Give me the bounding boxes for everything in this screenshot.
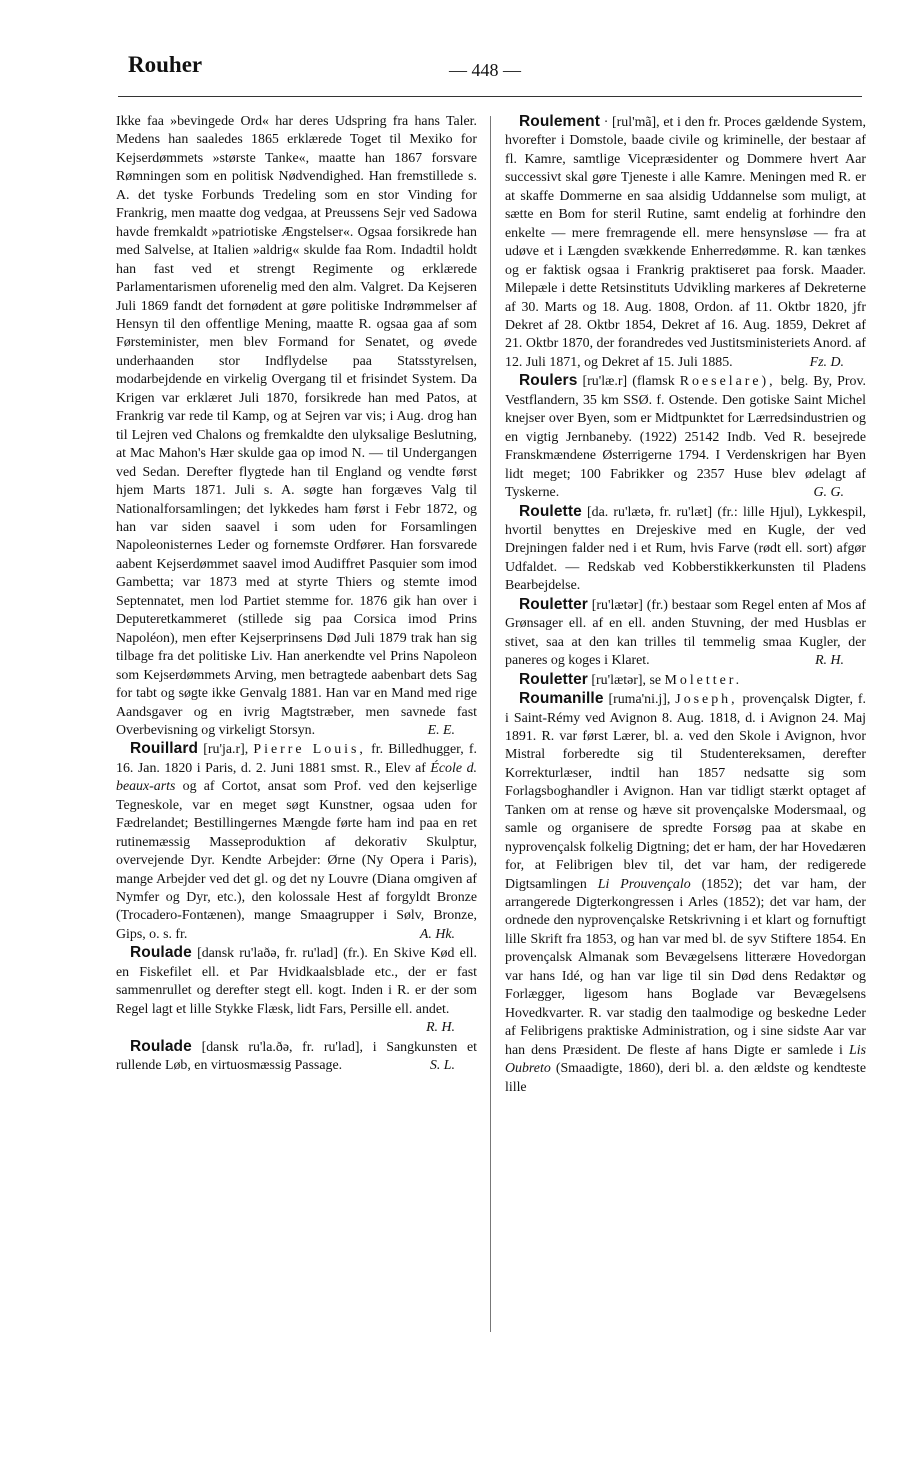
signature: A. Hk. bbox=[419, 926, 455, 942]
headword: Roulement bbox=[519, 113, 600, 130]
person-name: Joseph, bbox=[675, 692, 738, 708]
right-column bbox=[505, 113, 866, 1097]
continuation-text: Ikke faa »bevingede Ord« har deres Udspring fra hans Taler. Medens han saaledes 1865 erklærede Toget til Mexiko for Kejserdømmets »største Tanke«, maatte han 1867 forsvare Rømningen som en politisk Nødvendighed. Han fremstillede s. A. det tyske Forbunds Tredeling som en stor Vinding for Frankrig, men maatte dog vedgaa, at Preussens Sejr ved Sadowa havde fremkaldt »patriotiske Ængstelser«. Ogsaa forsikrede han med Salvelse, at Italien »aldrig« skulde faa Rom. Indadtil holdt han fast ved et strengt Regimente og erklærede Parlamentarismen uforenelig med den alm. Valgret. Da Kejseren Juli 1869 fandt det fornødent at gøre politiske Indrømmelser af Hensyn til den offentlige Mening, maatte R. ogsaa gaa af som Førsteminister, men blev Formand for Senatet, og øvede underhaanden stor Indflydelse paa Statsstyrelsen, modarbejdende en virkelig Overgang til et frisindet System. Da Krigen var erklæret Juli 1870, forsikrede han med Patos, at Frankrig var rede til Kamp, og at Sejren var vis; i Aug. drog han til Lejren ved Chalons og fremkaldte den ulyksalige Beslutning, at Mac Mahon's Hær skulde gaa op imod N. — til Undergangen ved Sedan. Derefter flygtede han til England og vendte først hjem Marts 1871. Juli s. A. søgte han forgæves Valg til Nationalforsamlingen; det lykkedes ham først i Febr 1872, og han var siden saavel i som uden for Forsamlingen Napoleonisternes Leder og fornemste Ordfører. Han forsvarede aabent Kejserdømmet saavel imod Audiffret Pasquier som imod Gambetta; var 1873 med at styrte Thiers og stemte imod Septennatet, men lod Partiet stemme for. 1876 gik han over i Deputeretkammeret (stillede sig paa Corsica imod Prins Napoléon), men efter Kejserprinsens Død Juli 1879 trak han sig tilbage fra det politiske Liv. Han anerkendte vel Prins Napoleon som Kejserdømmets Arving, men betragtede aabenbart dets Sag for tabt og søgte ikke Genvalg 1881. Han var en Mand med rige Aandsgaver og en ivrig Magtstræber, men savnede fast Overbevisning og virkeligt Storsyn. bbox=[116, 114, 477, 738]
pronunciation: [ruma'ni.j], bbox=[608, 692, 671, 708]
column-divider bbox=[490, 116, 491, 1332]
entry-roulement bbox=[505, 113, 866, 372]
headword: Roumanille bbox=[519, 690, 604, 708]
entry-text: (1852); det var ham, der arrangerede Digterkongressen i Arles (1852); det var ham, der ordnede den nyprovençalske Retskrivning i et klart og fornuftigt lille Skrift fra 1853, og han var med bl. de syv Stiftere 1854. En provençalsk Almanak som Bevægelsens litterære Hovedorgan var hans Idé, og han var lige til sin Død dens Redaktør og Forlægger, ligesom hans Boglade var Bevægelsens Hovedkvarter. R. var stadig den taalmodige og beskedne Leder af Felibrigens praktiske Administration, og i sine sidste Aar var han dens Præsident. De fleste af hans Digte er samlede i bbox=[505, 876, 866, 1058]
signature: R. H. bbox=[815, 653, 844, 669]
entry-text: [dansk ru'la.ðə, fr. ru'lad], i Sangkunsten et rullende Løb, en virtuosmæssig Passage. bbox=[116, 1039, 477, 1074]
headword: Roulers bbox=[519, 372, 578, 390]
entry-text: [ru'lætər] (fr.) bestaar som Regel enten af Mos af Grønsager ell. af en ell. anden Stuvning, der med Husblas er stivet, saa at den kan trilles til temmelig smaa Kugler, der paneres og koges i Klaret. bbox=[505, 597, 866, 669]
signature: E. E. bbox=[427, 722, 455, 738]
entry-rouillard bbox=[116, 740, 477, 944]
entry-roulers bbox=[505, 372, 866, 502]
italic-title: Li Prouvençalo bbox=[597, 876, 691, 892]
person-name: Pierre Louis, bbox=[253, 742, 366, 758]
pronunciation: [ru'ja.r], bbox=[203, 742, 249, 758]
cross-reference: Moletter. bbox=[664, 672, 743, 688]
running-head: Rouher bbox=[128, 52, 203, 77]
entry-text: (Smaadigte, 1860), deri bl. a. den ældste og kendteste lille bbox=[505, 1061, 866, 1095]
entry-text: [dansk ru'laðə, fr. ru'lad] (fr.). En Skive Kød ell. en Fiskefilet ell. et Par Hvidkaalsblade etc., der er fast sammenrullet og derefter stegt ell. kogt. Inden i R. er der som Regel lagt et lille Stykke Flæsk, lidt Fars, Persille ell. andet. bbox=[116, 946, 477, 1017]
signature: S. L. bbox=[429, 1058, 455, 1074]
place-name: Roeselare), bbox=[679, 374, 776, 390]
italic-title: École d. beaux-arts bbox=[116, 760, 477, 795]
headword: Rouletter bbox=[519, 595, 588, 613]
headword: Roulette bbox=[519, 502, 582, 520]
entry-text: og af Cortot, ansat som Prof. ved den kejserlige Tegneskole, var en meget søgt Kunstner, ogsaa uden for Fædrelandet; Bestillingernes Mængde førte ham ind paa en ret rutinemæssig Masseproduktion af dekorativ Skulptur, overvejende Dyr. Kendte Arbejder: Ørne (Ny Opera i Paris), mange Arbejder ved det gl. og det ny Louvre (Diana omgiven af Nymfer og Dyr, etc.), den kolossale Hest af forgyldt Bronze (Trocadero-Fontænen), mange Smaagrupper i Sølv, Bronze, Gips, o. s. fr. bbox=[116, 779, 477, 942]
signature: G. G. bbox=[813, 485, 844, 501]
headword: Rouillard bbox=[130, 740, 199, 758]
headword: Roulade bbox=[130, 1037, 192, 1055]
header-rule bbox=[118, 96, 862, 97]
signature: Fz. D. bbox=[809, 354, 844, 370]
entry-text: [ru'lætər], se bbox=[591, 672, 662, 688]
entry-roulade-2 bbox=[116, 1038, 477, 1076]
entry-roumanille bbox=[505, 690, 866, 1097]
headword: Roulade bbox=[130, 944, 192, 962]
entry-text: · [rul'mã], et i den fr. Proces gældende System, hvorefter i Domstole, baade civile og kriminelle, der bestaar af fl. Kamre, samtlige Vicepræsidenter og Dommere hvert Aar successivt skal gøre Tjeneste i alle Kamre. Meningen med R. er at skaffe Dommerne en saa alsidig Uddannelse som muligt, at sætte en Bom for steril Rutine, samt endelig at forhindre den enkelte — mere fremragende ell. mere hensynsløse — fra at udøve et i Længden svækkende Enherredømme. R. kan tænkes og er faktisk ogsaa i Frankrig praktiseret paa forsk. Maader. Milepæle i dette Retsinstituts Udvikling markeres af Dekreterne af 30. Marts og 18. Aug. 1808, Ordon. af 11. Oktbr 1820, jfr Dekret af 28. Oktbr 1854, Dekret af 16. Aug. 1859, Dekret af 21. Oktbr 1870, der forandredes ved Justitsministeriets Anord. af 12. Juli 1871, og Dekret af 15. Juli 1885. bbox=[505, 115, 867, 370]
entry-rouletter-2 bbox=[505, 671, 866, 690]
page-number: — 448 — bbox=[449, 60, 521, 80]
headword: Rouletter bbox=[519, 670, 588, 688]
pronunciation: [ru'læ.r] (flamsk bbox=[582, 374, 675, 390]
entry-text: provençalsk Digter, f. i Saint-Rémy ved Avignon 8. Aug. 1818, d. i Avignon 24. Maj 1891. R. var først Lærer, bl. a. ved den Skole i Avignon, hvor Mistral forberedte sig til Studentereksamen, derefter Korrekturlæser, indtil han 1857 nedsatte sig som Forlagsboghandler i Avignon. Han var tidligt stærkt optaget af Tanken om at rense og hæve sit provençalske Modersmaal, og samle og organisere de spredte Forsøg paa at skabe en nyprovençalsk folkelig Digtning; det er ham, der har Hovedæren for, at Felibrigen blev til, det var ham, der redigerede Digtsamlingen bbox=[505, 692, 866, 892]
italic-title: Lis Oubreto bbox=[505, 1042, 866, 1077]
entry-text: [da. ru'lætə, fr. ru'læt] (fr.: lille Hjul), Lykkespil, hvortil benyttes en Drejeskive med en Kugle, der ved Drejningen falder ned i et Rum, hvis Farve (rødt ell. sort) afgør Udfaldet. — Redskab ved Kobberstikkerkunsten til Pladens Bearbejdelse. bbox=[505, 504, 866, 594]
entry-rouletter-1 bbox=[505, 596, 866, 671]
entry-roulade-1 bbox=[116, 944, 477, 1037]
entry-text: fr. Billedhugger, f. 16. Jan. 1820 i Paris, d. 2. Juni 1881 smst. R., Elev af bbox=[116, 742, 477, 776]
entry-roulette bbox=[505, 503, 866, 596]
continuation-paragraph bbox=[116, 113, 477, 740]
signature: R. H. bbox=[426, 1020, 455, 1036]
left-column bbox=[116, 113, 477, 1076]
entry-text: belg. By, Prov. Vestflandern, 35 km SSØ. f. Ostende. Den gotiske Saint Michel knejser over Byen, som er Midtpunktet for Lærredsindustrien og en vigtig Jernbaneby. (1922) 25142 Indb. Ved R. besejrede Franskmændene Østerrigerne 1794. I Verdenskrigen har Byen lidt meget; 100 Fabrikker og 2357 Huse blev ødelagt af Tyskerne. bbox=[505, 374, 866, 501]
